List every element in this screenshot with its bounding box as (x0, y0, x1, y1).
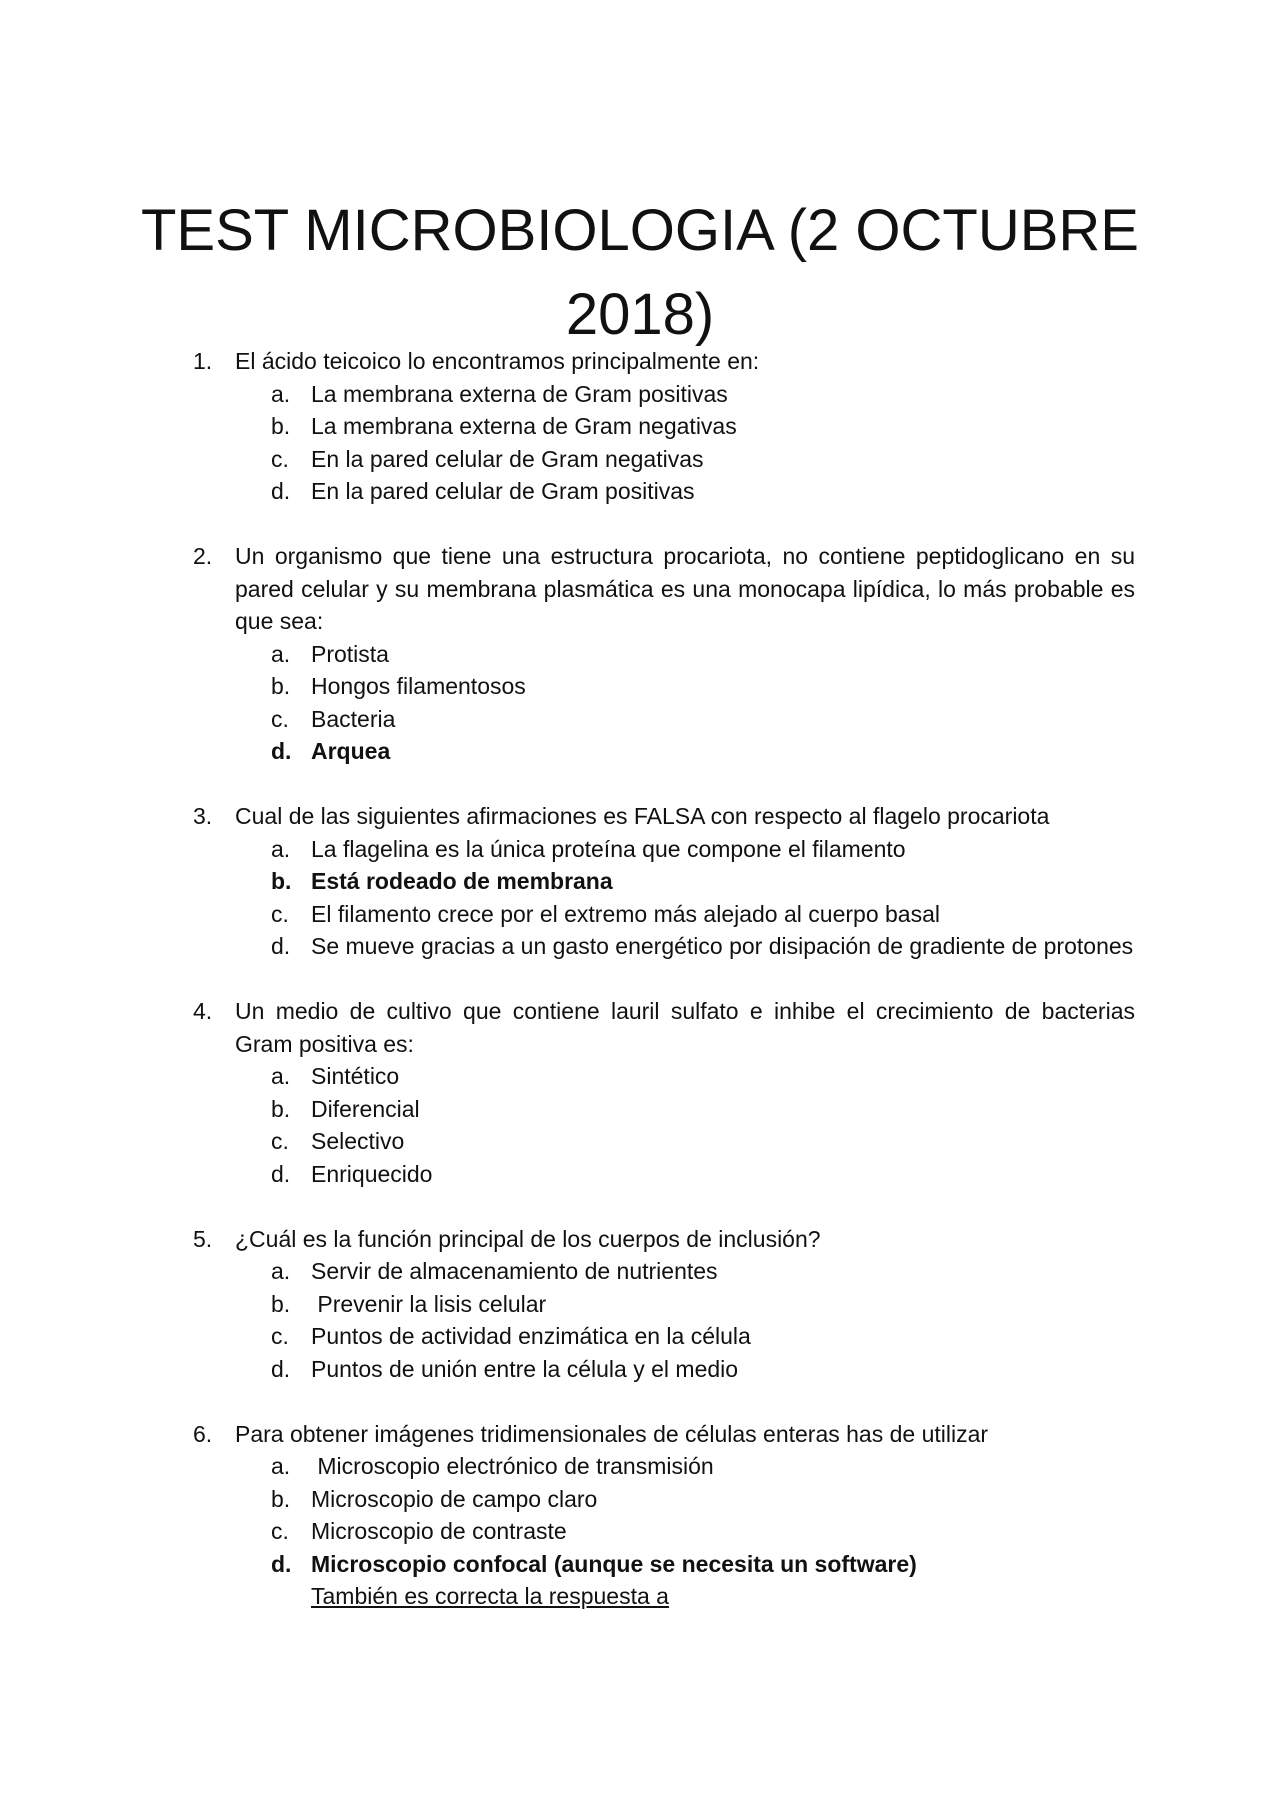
option-text: Microscopio de campo claro (311, 1485, 598, 1512)
option-letter: d. (271, 478, 291, 504)
option-letter: a. (271, 640, 291, 667)
option-a (0, 1060, 1280, 1093)
option-text: Está rodeado de membrana (311, 868, 613, 894)
question-text: Un medio de cultivo que contiene lauril sulfato e inhibe el crecimiento de bacterias Gram positiva es: (235, 998, 1135, 1057)
option-letter: d. (271, 1355, 291, 1382)
option-letter: d. (271, 933, 291, 959)
question-number: 4. (193, 998, 213, 1024)
option-text: Bacteria (311, 705, 396, 732)
option-c (0, 703, 1280, 736)
option-b (0, 1093, 1280, 1126)
option-letter: a. (271, 1453, 291, 1479)
option-letter: d. (271, 1160, 291, 1187)
option-c (0, 1515, 1280, 1548)
option-d (0, 475, 1280, 508)
question-text: ¿Cuál es la función principal de los cuerpos de inclusión? (235, 1225, 821, 1252)
option-letter: c. (271, 445, 289, 472)
option-text: Microscopio de contraste (311, 1518, 567, 1544)
option-letter: a. (271, 1258, 291, 1284)
option-text: El filamento crece por el extremo más alejado al cuerpo basal (311, 900, 940, 927)
option-letter: a. (271, 1063, 291, 1089)
option-text: Servir de almacenamiento de nutrientes (311, 1258, 718, 1284)
question-text: El ácido teicoico lo encontramos principalmente en: (235, 348, 760, 374)
option-letter: d. (271, 738, 292, 764)
option-text: Diferencial (311, 1095, 420, 1122)
option-letter: c. (271, 1323, 289, 1349)
option-text: Hongos filamentosos (311, 673, 526, 699)
option-letter: b. (271, 1485, 291, 1512)
question-1 (0, 345, 1280, 508)
answer-note: También es correcta la respuesta a (311, 1583, 669, 1609)
option-text: Puntos de actividad enzimática en la célula (311, 1323, 751, 1349)
option-a (0, 378, 1280, 411)
option-text: Microscopio confocal (aunque se necesita un software) (311, 1550, 917, 1577)
option-d (0, 930, 1280, 963)
option-text: En la pared celular de Gram negativas (311, 445, 704, 472)
option-a (0, 1450, 1280, 1483)
option-text: Prevenir la lisis celular (311, 1290, 547, 1317)
question-4 (0, 995, 1280, 1190)
question-3 (0, 800, 1280, 963)
question-number: 1. (193, 348, 213, 374)
option-letter: b. (271, 1290, 291, 1317)
option-a (0, 1255, 1280, 1288)
option-text: Sintético (311, 1063, 400, 1089)
option-text: Arquea (311, 738, 391, 764)
option-letter: b. (271, 413, 291, 439)
option-c (0, 1320, 1280, 1353)
option-letter: b. (271, 868, 292, 894)
option-text: Protista (311, 640, 389, 667)
option-text: Microscopio electrónico de transmisión (311, 1453, 714, 1479)
option-letter: a. (271, 835, 291, 862)
option-a (0, 638, 1280, 671)
option-a (0, 833, 1280, 866)
option-text: La membrana externa de Gram positivas (311, 380, 728, 407)
option-b (0, 1483, 1280, 1516)
option-text: Selectivo (311, 1128, 405, 1154)
option-letter: c. (271, 705, 289, 732)
option-text: Se mueve gracias a un gasto energético por disipación de gradiente de protones (311, 933, 1134, 959)
option-c (0, 443, 1280, 476)
question-2 (0, 540, 1280, 768)
option-letter: c. (271, 1518, 289, 1544)
option-letter: b. (271, 1095, 291, 1122)
option-b (0, 670, 1280, 703)
option-letter: c. (271, 1128, 289, 1154)
question-text: Un organismo que tiene una estructura procariota, no contiene peptidoglicano en su pared celular y su membrana plasmática es una monocapa lipídica, lo más probable es que sea: (235, 543, 1135, 634)
question-text: Cual de las siguientes afirmaciones es FALSA con respecto al flagelo procariota (235, 803, 1050, 829)
option-b (0, 1288, 1280, 1321)
option-c (0, 898, 1280, 931)
question-6 (0, 1418, 1280, 1613)
option-letter: b. (271, 673, 291, 699)
option-d (0, 1158, 1280, 1191)
option-letter: a. (271, 380, 291, 407)
option-b (0, 410, 1280, 443)
option-c (0, 1125, 1280, 1158)
option-letter: d. (271, 1550, 292, 1577)
question-5 (0, 1223, 1280, 1386)
option-text: La membrana externa de Gram negativas (311, 413, 737, 439)
option-d-correct (0, 735, 1280, 768)
question-list (0, 345, 1280, 1645)
option-b-correct (0, 865, 1280, 898)
option-letter: c. (271, 900, 289, 927)
question-number: 6. (193, 1420, 213, 1447)
option-text: Puntos de unión entre la célula y el medio (311, 1355, 739, 1382)
question-number: 5. (193, 1225, 213, 1252)
question-number: 3. (193, 803, 213, 829)
question-number: 2. (193, 543, 213, 569)
option-text: Enriquecido (311, 1160, 433, 1187)
option-text: En la pared celular de Gram positivas (311, 478, 695, 504)
option-text: La flagelina es la única proteína que compone el filamento (311, 835, 906, 862)
option-d-correct (0, 1548, 1280, 1581)
page-title: TEST MICROBIOLOGIA (2 OCTUBRE 2018) (141, 197, 1139, 347)
option-d (0, 1353, 1280, 1386)
question-text: Para obtener imágenes tridimensionales de células enteras has de utilizar (235, 1420, 989, 1447)
